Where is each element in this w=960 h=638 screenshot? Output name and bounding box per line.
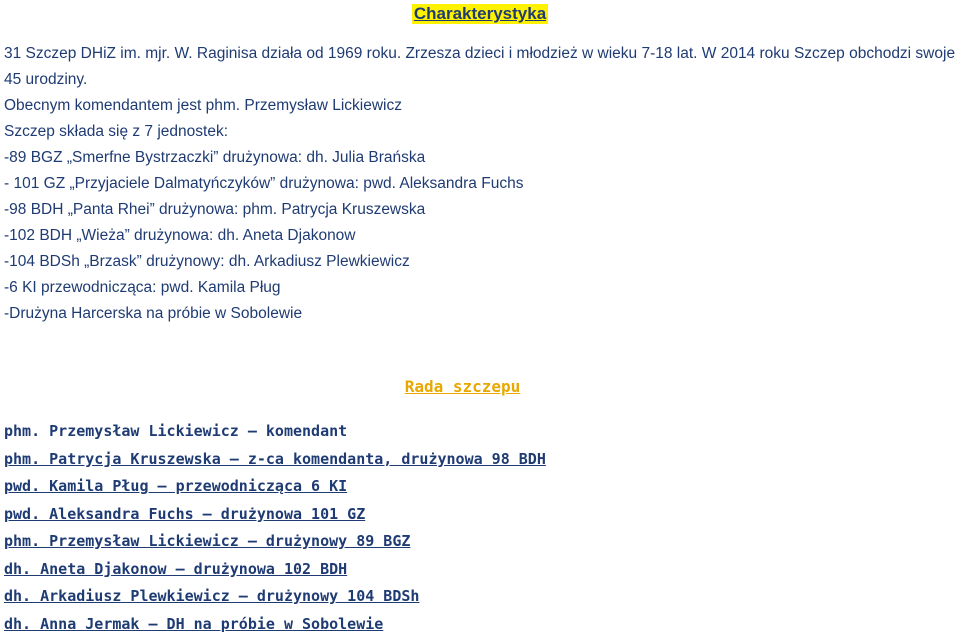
unit-item: -Drużyna Harcerska na próbie w Sobolewie <box>4 301 956 327</box>
council-member: pwd. Aleksandra Fuchs – drużynowa 101 GZ <box>4 501 944 529</box>
council-heading-container <box>0 377 925 397</box>
intro-section <box>4 41 956 327</box>
units-intro-line: Szczep składa się z 7 jednostek: <box>4 119 956 145</box>
council-member: phm. Przemysław Lickiewicz – drużynowy 89 BGZ <box>4 528 944 556</box>
council-member: dh. Arkadiusz Plewkiewicz – drużynowy 104 BDSh <box>4 583 944 611</box>
unit-item: -89 BGZ „Smerfne Bystrzaczki” drużynowa: dh. Julia Brańska <box>4 145 956 171</box>
unit-item: -102 BDH „Wieża” drużynowa: dh. Aneta Djakonow <box>4 223 956 249</box>
intro-paragraph: 31 Szczep DHiZ im. mjr. W. Raginisa działa od 1969 roku. Zrzesza dzieci i młodzież w wieku 7-18 lat. W 2014 roku Szczep obchodzi swoje 45 urodziny. <box>4 41 956 93</box>
council-heading: Rada szczepu <box>405 377 521 396</box>
unit-item: -6 KI przewodnicząca: pwd. Kamila Pług <box>4 275 956 301</box>
council-member: pwd. Kamila Pług – przewodnicząca 6 KI <box>4 473 944 501</box>
unit-item: -104 BDSh „Brzask” drużynowy: dh. Arkadiusz Plewkiewicz <box>4 249 956 275</box>
council-member: phm. Przemysław Lickiewicz – komendant <box>4 418 944 446</box>
unit-item: -98 BDH „Panta Rhei” drużynowa: phm. Patrycja Kruszewska <box>4 197 956 223</box>
page-heading: Charakterystyka <box>412 4 548 24</box>
unit-item: - 101 GZ „Przyjaciele Dalmatyńczyków” drużynowa: pwd. Aleksandra Fuchs <box>4 171 956 197</box>
commander-line: Obecnym komendantem jest phm. Przemysław Lickiewicz <box>4 93 956 119</box>
council-list <box>4 418 944 638</box>
title-container <box>0 4 960 24</box>
council-member: dh. Anna Jermak – DH na próbie w Sobolewie <box>4 611 944 638</box>
council-member: dh. Aneta Djakonow – drużynowa 102 BDH <box>4 556 944 584</box>
council-member: phm. Patrycja Kruszewska – z-ca komendanta, drużynowa 98 BDH <box>4 446 944 474</box>
